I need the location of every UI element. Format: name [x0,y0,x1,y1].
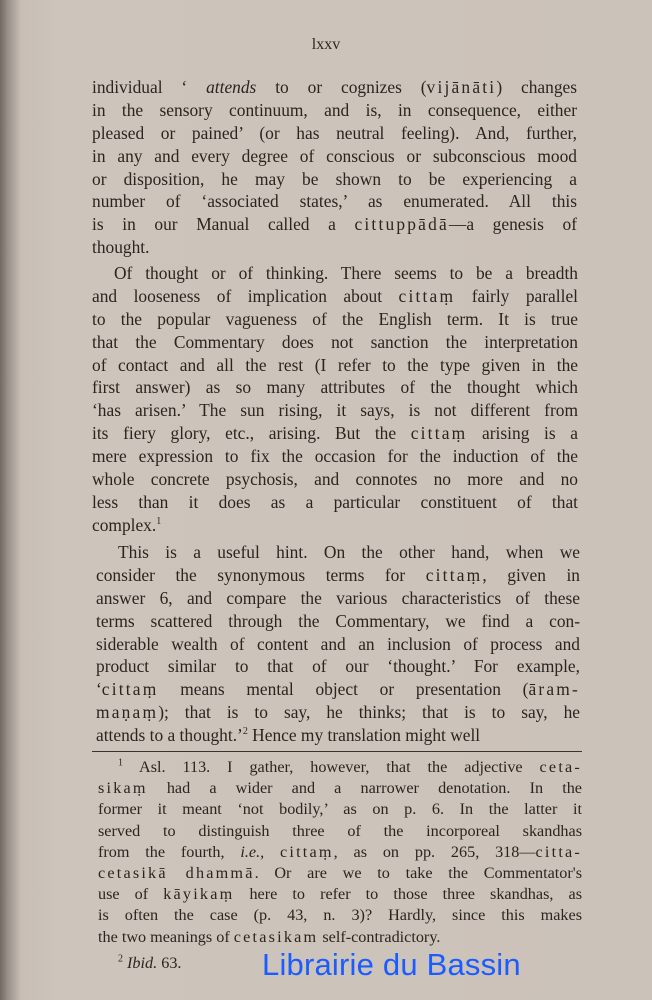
text-run: and looseness of implication about [92,285,399,306]
text-run: to or cognizes ( [256,77,427,97]
text-run: i.e., [240,842,265,861]
text-run: arising is a [467,423,578,444]
text-line [96,541,580,564]
text-run: cetasikā dhammā [98,863,255,882]
text-line [98,842,582,863]
text-line [92,213,577,236]
text-run: whole concrete psychosis, and connotes no more and no [92,469,578,490]
text-run: use of [98,885,164,904]
text-run: kāyikaṃ [163,885,235,904]
text-run: terms scattered through the Commentary, we find a con- [96,610,580,631]
text-run: attends [206,77,257,97]
text-line [98,821,582,842]
text-run: consider the synonymous terms for [96,564,426,585]
text-line [98,863,582,884]
text-run: , given in [482,564,580,585]
text-line [92,331,578,354]
text-line [92,308,578,331]
text-run: from the fourth, [98,842,241,861]
text-run: former it meant ‘not bodily,’ as on p. 6. In the latter it [98,800,582,819]
footnote-marker: 2 [242,726,248,738]
text-line [92,285,578,308]
footnote-marker: 1 [156,516,162,527]
text-run: answer 6, and compare the various characteristics of these [96,587,580,608]
text-run: its fiery glory, etc., arising. But the [92,423,411,444]
text-line [92,262,578,285]
text-run: citta- [535,842,582,861]
text-run: ); that is to say, he thinks; that is to say, he [158,702,580,723]
text-run: less than it does as a particular constituent of that [92,491,578,512]
text-run: Asl. 113. I gather, however, that the adjective [123,758,540,776]
text-run: in the sensory continuum, and is, in consequence, either [92,99,577,120]
text-line [96,564,580,587]
watermark: Librairie du Bassin [262,947,521,982]
text-run: ‘has arisen.’ The sun rising, it says, is not different from [92,400,578,421]
footnote-2 [98,953,238,974]
text-line [92,236,577,259]
text-run: to the popular vagueness of the English term. It is true [92,308,578,329]
text-run: ceta- [539,758,582,776]
text-line [92,376,578,399]
text-line [92,514,578,537]
text-run: cittaṃ [410,423,468,444]
page-number: lxxv [311,36,341,53]
text-line [92,190,577,213]
text-run: pleased or pained’ (or has neutral feeling). And, further, [92,122,577,143]
text-line [98,757,582,778]
text-line [92,422,578,445]
text-line [92,468,578,491]
text-run: siderable wealth of content and an inclusion of process and [96,633,580,654]
text-line [96,587,580,610]
text-run: here to refer to those three skandhas, as [234,885,582,904]
text-run: product similar to that of our ‘thought.’ For example, [96,656,580,677]
text-run: had a wider and a narrower denotation. In the [147,779,582,798]
text-run: āram- [528,679,580,700]
text-run: —a genesis of [448,214,577,235]
text-run: or disposition, he may be shown to be experiencing a [92,168,577,189]
paragraph-2 [92,262,578,537]
text-run: means mental object or presentation ( [158,679,529,700]
text-line [92,168,577,191]
paragraph-3 [96,541,580,747]
text-run: number of ‘associated states,’ as enumerated. All this [92,191,577,212]
text-line [98,799,582,820]
text-run: fairly parallel [455,285,578,306]
text-run: cittaṃ [398,285,456,306]
paragraph-1 [92,76,577,259]
text-line [98,778,582,799]
text-line [92,354,578,377]
text-line [98,927,582,948]
text-line [92,399,578,422]
text-line [96,701,580,724]
text-run: is in our Manual called a [92,214,355,235]
text-run: . Or are we to take the Commentator's [254,863,582,882]
text-run: cittaṃ [101,679,159,700]
text-line [92,122,577,145]
text-line [92,76,577,99]
text-run: self-contradictory. [318,927,441,946]
text-run: individual ‘ [92,77,207,97]
text-run: thought. [92,237,150,258]
text-run: , as on pp. 265, 318— [333,842,536,861]
text-run: This is a useful hint. On the other hand, when we [118,542,580,562]
text-run: the two meanings of [98,927,234,946]
text-run: maṇaṃ [96,702,159,723]
text-line [96,655,580,678]
text-line [98,905,582,926]
footnote-marker: 1 [118,757,123,769]
text-line [98,884,582,905]
footnote-divider [92,751,582,752]
text-run: Of thought or of thinking. There seems to be a breadth [114,263,578,283]
text-line [96,610,580,633]
text-run: cittaṃ [280,842,334,861]
footnote-1 [98,757,582,948]
text-run: ) changes [496,77,577,97]
text-run: of contact and all the rest (I refer to the type given in the [92,354,578,375]
text-run: first answer) as so many attributes of the thought which [92,377,578,398]
text-run: Hence my translation might well [247,725,481,746]
text-run: cittuppādā [354,214,449,235]
text-line [92,491,578,514]
text-run: 63. [157,954,182,972]
page-gutter-shadow [0,0,20,1000]
text-run: that the Commentary does not sanction the interpretation [92,331,578,352]
text-line [92,145,577,168]
text-run: complex. [92,514,157,535]
text-run: Ibid. [127,954,158,972]
text-run: sikaṃ [98,779,148,798]
text-run: cittaṃ [425,564,483,585]
footnote-marker: 2 [118,953,123,965]
text-run: attends to a thought.’ [96,725,243,746]
text-run: vijānāti [426,77,497,97]
text-run: is often the case (p. 43, n. 3)? Hardly, since this makes [98,906,582,925]
text-line [96,633,580,656]
text-run: mere expression to fix the occasion for the induction of the [92,446,578,467]
text-run: in any and every degree of conscious or subconscious mood [92,145,577,166]
text-line [96,678,580,701]
text-run [264,843,280,861]
text-run: cetasikam [233,927,319,946]
text-run: served to distinguish three of the incorporeal skandhas [98,821,582,840]
text-line [96,724,580,747]
text-run: ‘ [96,679,102,700]
text-line [92,99,577,122]
text-line [92,445,578,468]
text-line [98,953,238,974]
